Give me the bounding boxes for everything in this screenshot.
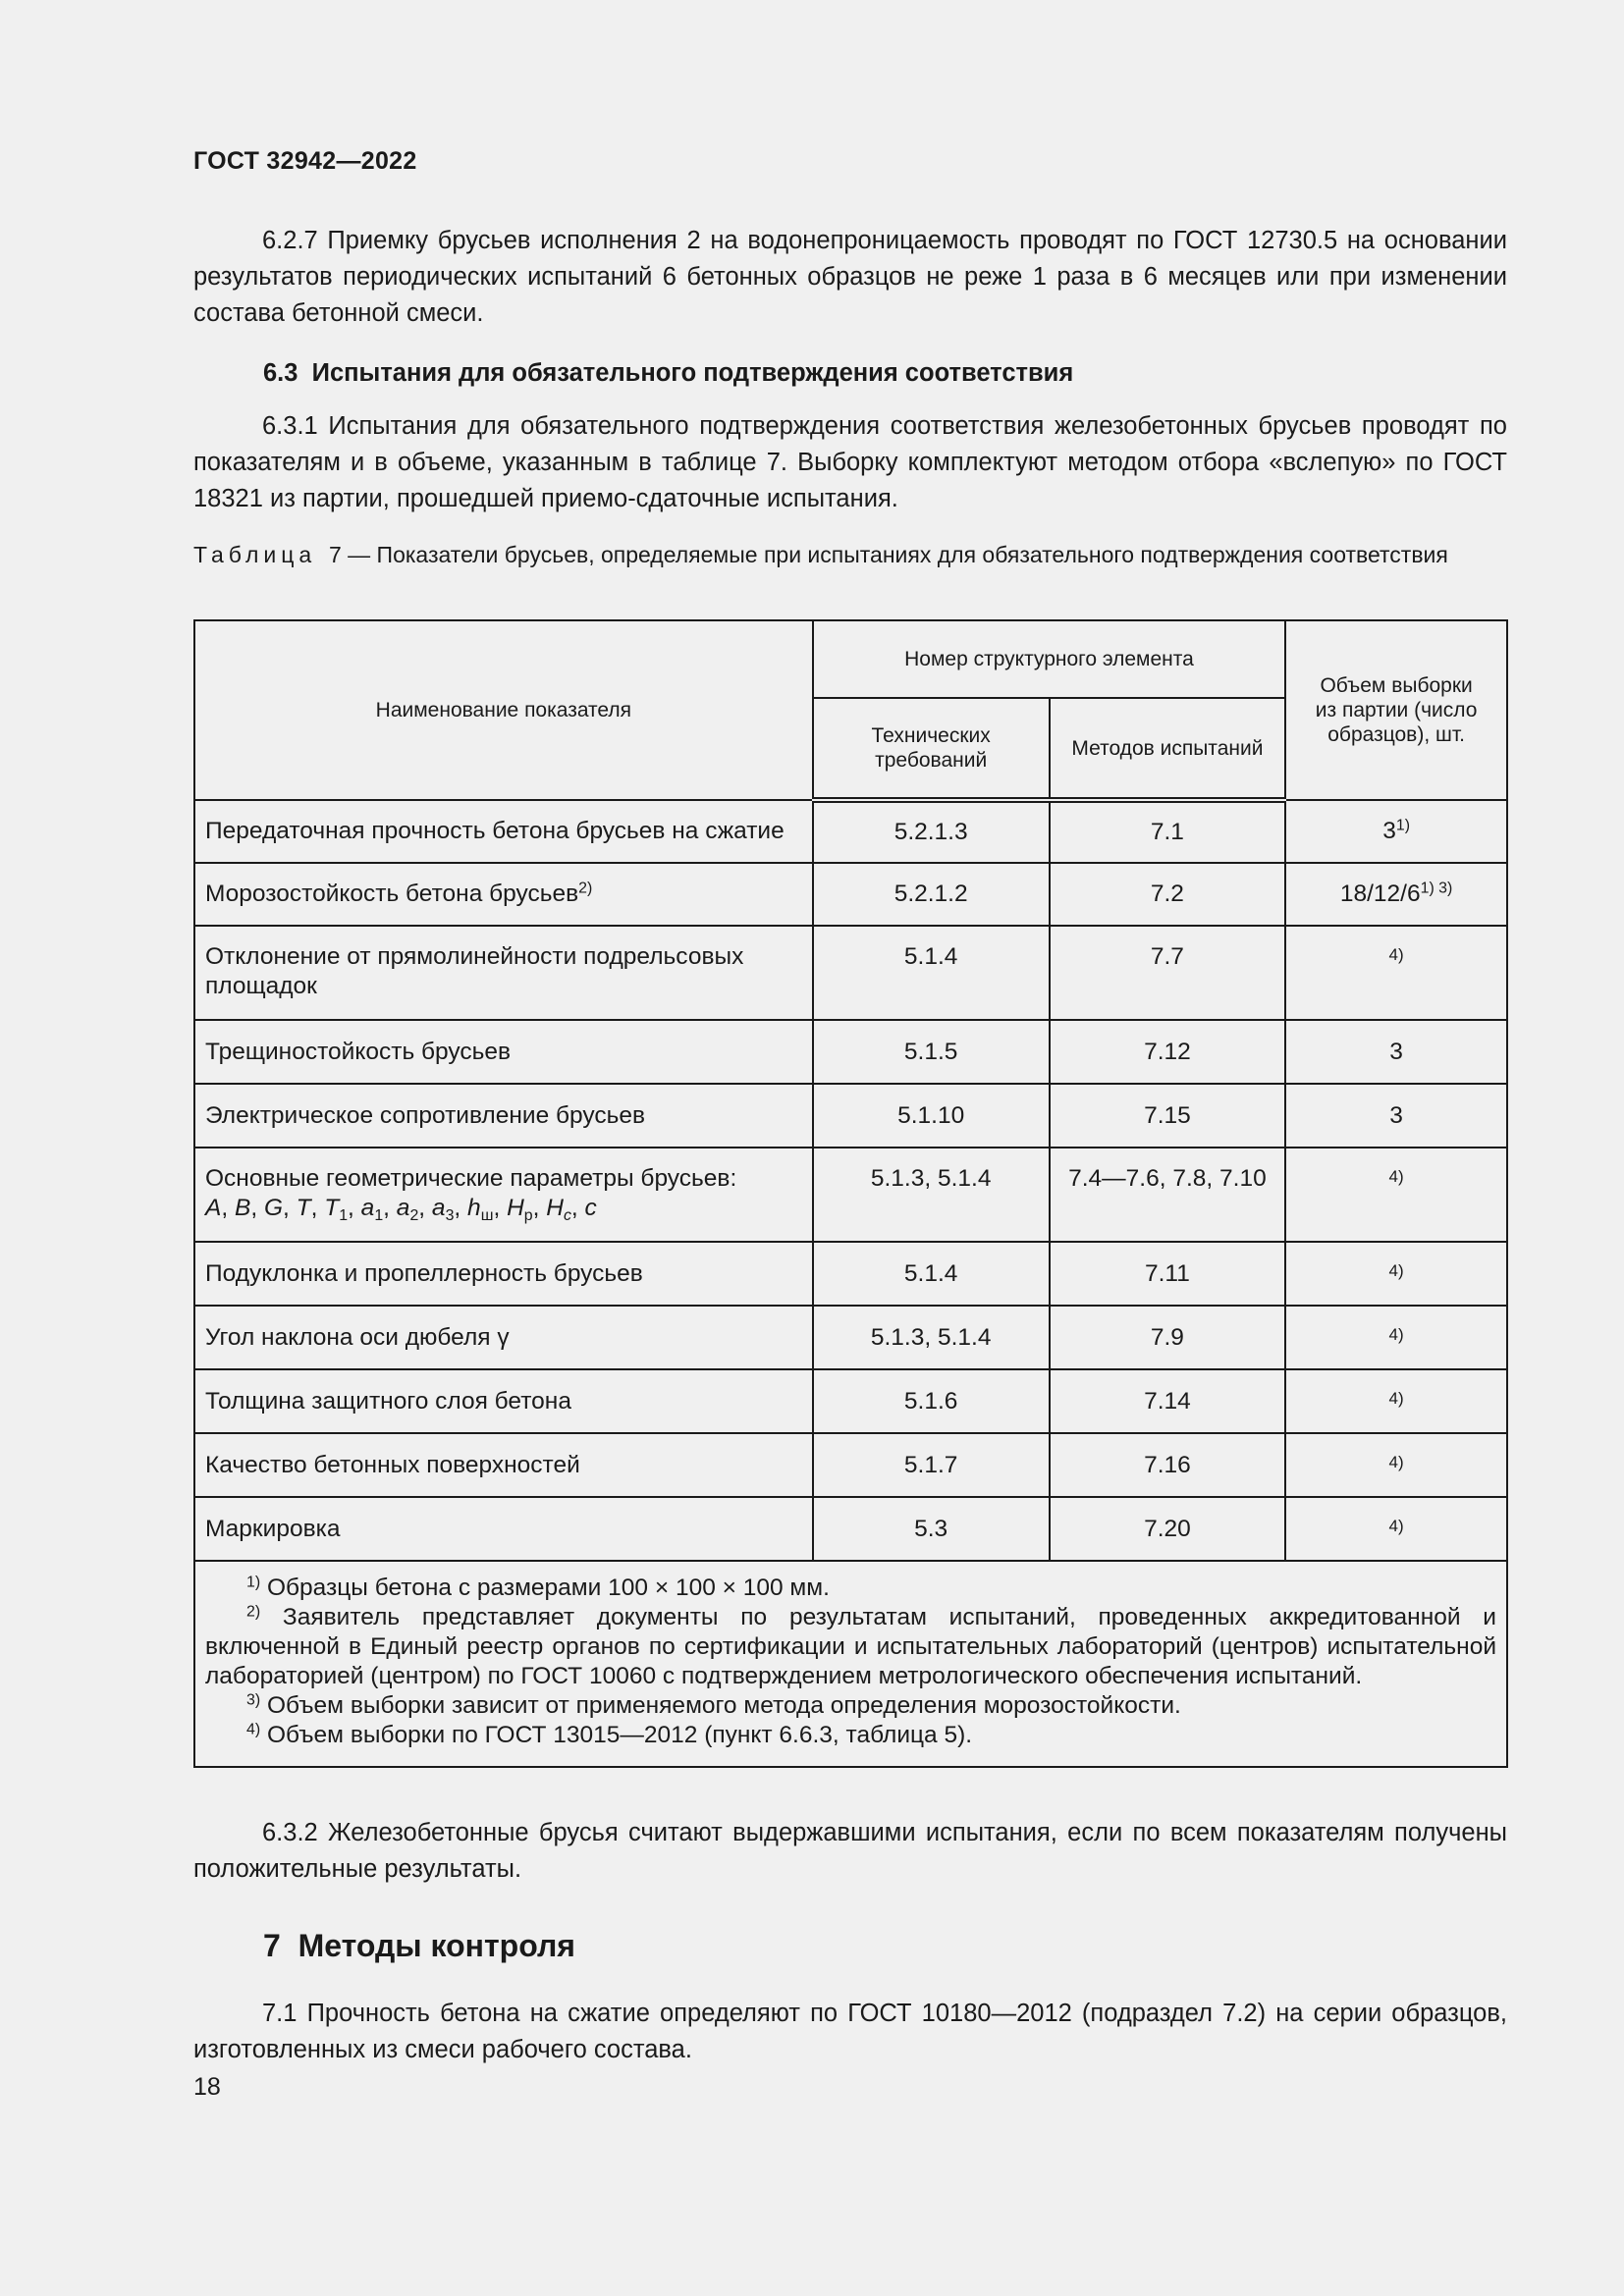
row-sample-footnote: 4) (1285, 1433, 1507, 1497)
row-sample-value: 18/12/6 (1339, 881, 1421, 907)
section-6-3-number: 6.3 (263, 359, 298, 387)
row-tech: 5.1.7 (813, 1433, 1050, 1497)
row-method: 7.1 (1050, 800, 1286, 863)
row-tech: 5.1.6 (813, 1369, 1050, 1433)
header-sample-size: Объем выборки из партии (число образцов), шт. (1285, 620, 1507, 800)
page-number: 18 (193, 2073, 221, 2101)
paragraph-6-3-2: 6.3.2 Железобетонные брусья считают выдержавшими испытания, если по всем показателям получены положительные результаты. (193, 1819, 1507, 1883)
footnote-ref: 1) 3) (1420, 880, 1453, 897)
header-indicator: Наименование показателя (194, 620, 813, 800)
row-name: Основные геометрические параметры брусьев: (205, 1165, 737, 1192)
row-tech: 5.1.4 (813, 926, 1050, 1020)
row-name: Морозостойкость бетона брусьев (205, 881, 579, 907)
row-name: Отклонение от прямолинейности подрельсовых площадок (194, 926, 813, 1020)
row-tech: 5.2.1.3 (813, 800, 1050, 863)
table-note: $^{1)}$ Образцы бетона с размерами 100 × 100 × 100 мм. (246, 1574, 830, 1601)
row-tech: 5.1.4 (813, 1242, 1050, 1306)
row-sample (1285, 863, 1507, 926)
row-method: 7.4—7.6, 7.8, 7.10 (1050, 1148, 1286, 1242)
row-tech: 5.1.10 (813, 1084, 1050, 1148)
row-tech: 5.3 (813, 1497, 1050, 1561)
section-6-3-heading (263, 359, 1073, 388)
row-name-cell (194, 1148, 813, 1242)
row-sample-footnote: 4) (1285, 1148, 1507, 1242)
header-test-methods: Методов испытаний (1050, 698, 1286, 800)
row-sample-footnote: 4) (1285, 926, 1507, 1020)
table-row (194, 1242, 1507, 1306)
row-name: Толщина защитного слоя бетона (194, 1369, 813, 1433)
row-name: Качество бетонных поверхностей (194, 1433, 813, 1497)
table-row (194, 1148, 1507, 1242)
section-7-heading (263, 1928, 575, 1964)
row-sample-footnote: 4) (1285, 1497, 1507, 1561)
row-tech: 5.1.3, 5.1.4 (813, 1306, 1050, 1369)
row-tech: 5.1.5 (813, 1020, 1050, 1084)
row-name: Передаточная прочность бетона брусьев на сжатие (194, 800, 813, 863)
footnote-ref: 1) (1395, 817, 1410, 834)
row-sample: 3 (1285, 1084, 1507, 1148)
table-caption-number: 7 (328, 542, 342, 567)
paragraph-7-1: 7.1 Прочность бетона на сжатие определяют по ГОСТ 10180—2012 (подраздел 7.2) на серии образцов, изготовленных из смеси рабочего состава. (193, 2000, 1507, 2063)
row-method: 7.7 (1050, 926, 1286, 1020)
row-tech: 5.2.1.2 (813, 863, 1050, 926)
paragraph-6-2-7: 6.2.7 Приемку брусьев исполнения 2 на водонепроницаемость проводят по ГОСТ 12730.5 на основании результатов периодических испытаний 6 бетонных образцов не реже 1 раза в 6 месяцев или при изменении состава бетонной смеси. (193, 227, 1507, 327)
geometry-params-list: A, B, G, T, $T_1$, $a_1$, $a_2$, $a_3$, $h_ш$, $H_р$, $H_c$, c (205, 1195, 597, 1224)
table-row (194, 1369, 1507, 1433)
footnote-ref: 2) (578, 880, 593, 897)
table-caption-text: — Показатели брусьев, определяемые при испытаниях для обязательного подтверждения соответствия (348, 542, 1448, 567)
row-sample-footnote: 4) (1285, 1242, 1507, 1306)
header-tech-requirements: Технических требований (813, 698, 1050, 800)
row-name: Маркировка (194, 1497, 813, 1561)
table-row (194, 1020, 1507, 1084)
header-element-group: Номер структурного элемента (813, 620, 1286, 698)
row-sample-value: 3 (1382, 818, 1396, 844)
document-code-header: ГОСТ 32942—2022 (193, 147, 417, 175)
table-notes (194, 1561, 1507, 1767)
row-sample (1285, 800, 1507, 863)
row-tech: 5.1.3, 5.1.4 (813, 1148, 1050, 1242)
table-7-caption (193, 539, 1507, 571)
table-row (194, 1084, 1507, 1148)
section-7-title: Методы контроля (298, 1928, 575, 1963)
row-method: 7.14 (1050, 1369, 1286, 1433)
table-row (194, 800, 1507, 863)
table-row (194, 926, 1507, 1020)
table-note: $^{4)}$ Объем выборки по ГОСТ 13015—2012 (пункт 6.6.3, таблица 5). (246, 1721, 973, 1748)
table-row (194, 1306, 1507, 1369)
table-7 (193, 619, 1508, 1768)
row-sample: 3 (1285, 1020, 1507, 1084)
row-method: 7.12 (1050, 1020, 1286, 1084)
paragraph-6-3-1: 6.3.1 Испытания для обязательного подтверждения соответствия железобетонных брусьев проводят по показателям и в объеме, указанным в таблице 7. Выборку комплектуют методом отбора «вслепую» по ГОСТ 18321 из партии, прошедшей приемо-сдаточные испытания. (193, 412, 1507, 512)
section-6-3-title: Испытания для обязательного подтверждения соответствия (311, 359, 1074, 387)
table-notes-row (194, 1561, 1507, 1767)
row-name: Подуклонка и пропеллерность брусьев (194, 1242, 813, 1306)
row-name: Угол наклона оси дюбеля γ (194, 1306, 813, 1369)
row-name-cell (194, 863, 813, 926)
table-row (194, 863, 1507, 926)
row-sample-footnote: 4) (1285, 1369, 1507, 1433)
table-row (194, 1433, 1507, 1497)
row-method: 7.15 (1050, 1084, 1286, 1148)
row-sample-footnote: 4) (1285, 1306, 1507, 1369)
table-note: $^{3)}$ Объем выборки зависит от применяемого метода определения морозостойкости. (246, 1691, 1181, 1719)
table-caption-label: Таблица (193, 542, 317, 567)
row-method: 7.2 (1050, 863, 1286, 926)
row-method: 7.20 (1050, 1497, 1286, 1561)
table-row (194, 1497, 1507, 1561)
section-7-number: 7 (263, 1928, 281, 1963)
row-method: 7.11 (1050, 1242, 1286, 1306)
table-note: $^{2)}$ Заявитель представляет документы по результатам испытаний, проведенных аккредитованной и включенной в Единый реестр органов по сертификации и испытательных лабораторий (центров) испытательной лабораторией (центром) по ГОСТ 10060 с подтверждением метрологического обеспечения испытаний. (205, 1603, 1496, 1689)
row-method: 7.9 (1050, 1306, 1286, 1369)
row-name: Трещиностойкость брусьев (194, 1020, 813, 1084)
row-method: 7.16 (1050, 1433, 1286, 1497)
row-name: Электрическое сопротивление брусьев (194, 1084, 813, 1148)
